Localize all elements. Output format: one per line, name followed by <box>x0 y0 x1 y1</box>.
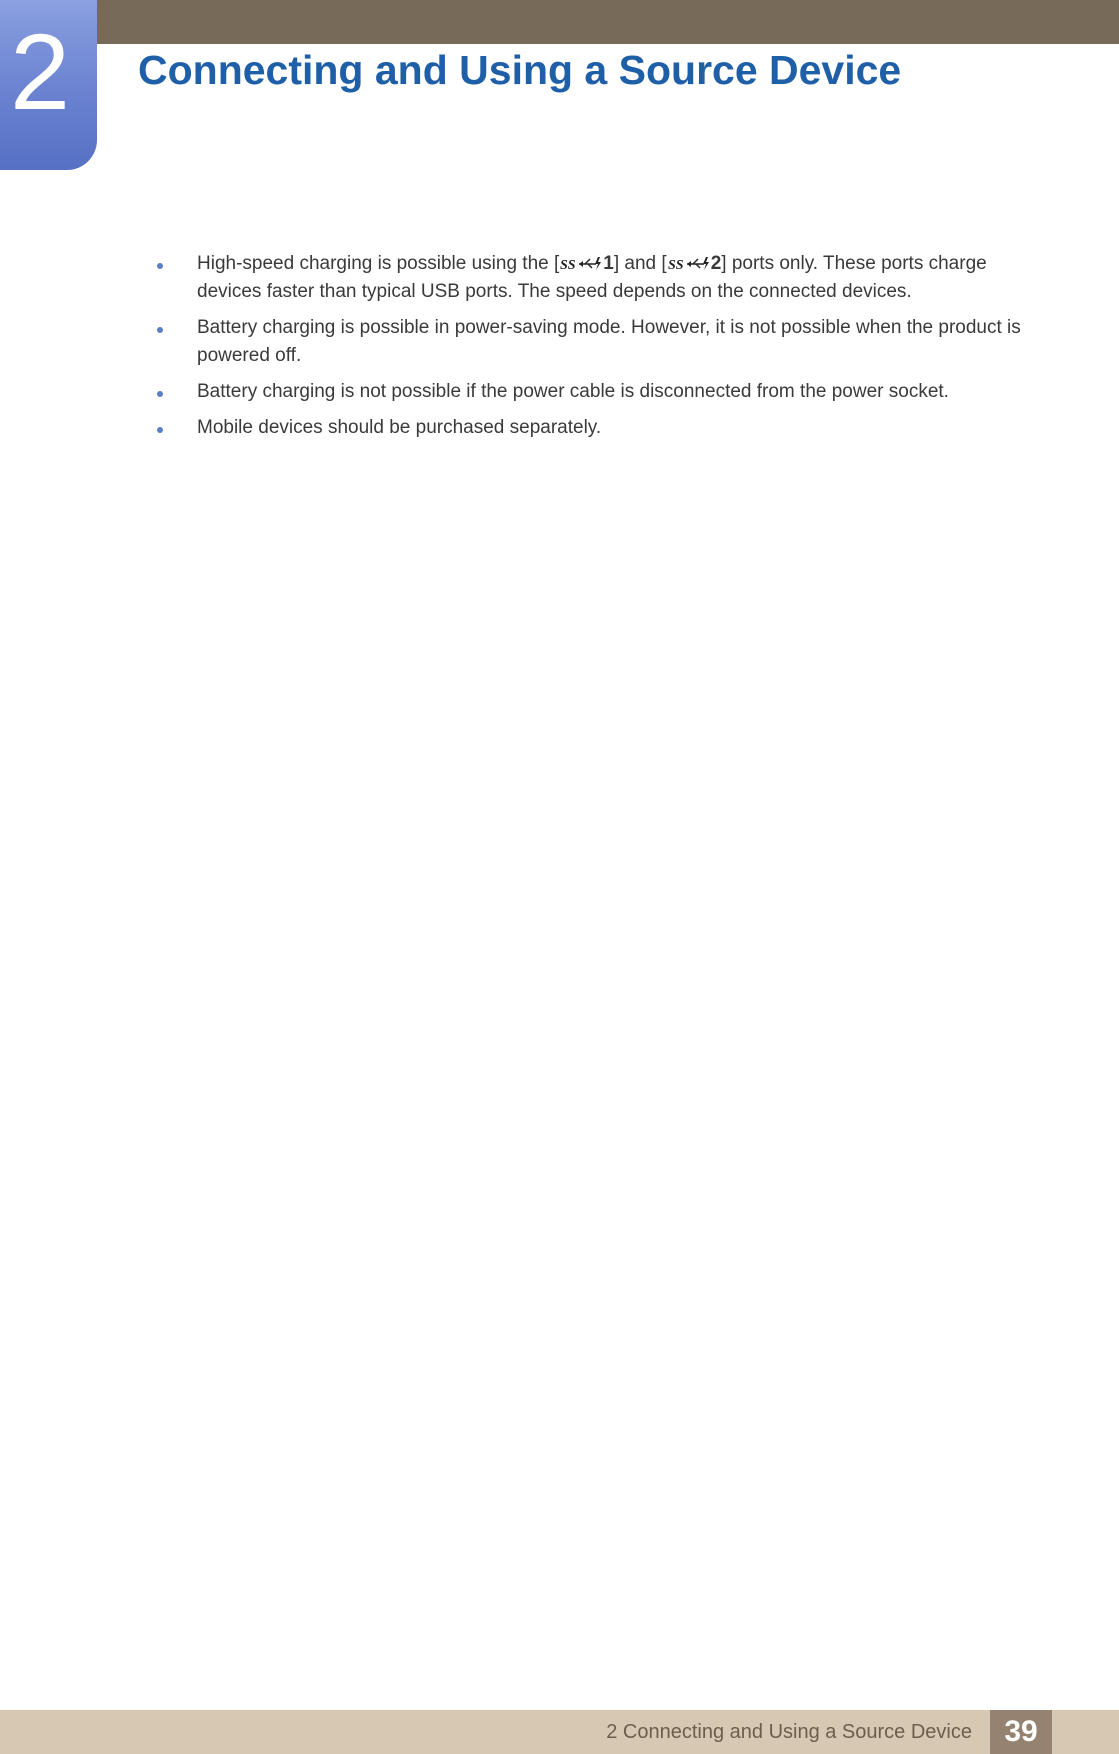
note-text: ] and [ <box>613 253 667 274</box>
note-text: Battery charging is not possible if the power cable is disconnected from the power socket. <box>197 381 949 402</box>
list-item <box>157 314 1037 370</box>
page-number: 39 <box>1004 1715 1038 1748</box>
bullet-icon <box>157 263 163 269</box>
chapter-title: Connecting and Using a Source Device <box>138 47 902 93</box>
bullet-icon <box>157 427 163 433</box>
usb-superspeed-charging-icon <box>668 254 710 272</box>
footer-section-label: 2 Connecting and Using a Source Device <box>606 1721 972 1743</box>
svg-text:SS: SS <box>667 258 684 272</box>
usb-superspeed-charging-icon <box>560 254 602 272</box>
note-text: Mobile devices should be purchased separately. <box>197 417 602 438</box>
page-number-box <box>990 1710 1052 1754</box>
header-band <box>0 0 1119 44</box>
chapter-number: 2 <box>9 11 71 132</box>
port-number-2: 2 <box>710 253 722 274</box>
svg-text:SS: SS <box>560 258 576 272</box>
note-text: Battery charging is possible in power-saving mode. However, it is not possible when the product is powered off. <box>197 317 1021 366</box>
note-text: High-speed charging is possible using the [ <box>197 253 560 274</box>
notes-list <box>157 250 1037 450</box>
list-item <box>157 250 1037 306</box>
bullet-icon <box>157 391 163 397</box>
chapter-tab <box>0 0 97 170</box>
bullet-icon <box>157 327 163 333</box>
list-item <box>157 414 1037 442</box>
port-number-1: 1 <box>603 253 614 274</box>
list-item <box>157 378 1037 406</box>
note-text: ] ports only. These ports charge devices faster than typical USB ports. The speed depends on the connected devices. <box>197 253 987 302</box>
